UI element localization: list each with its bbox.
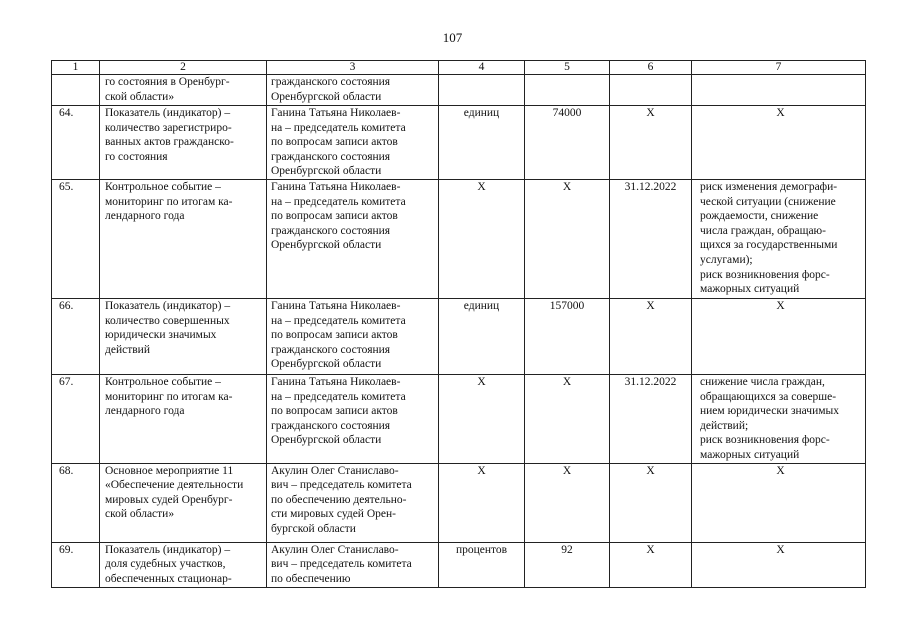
indicator-name-line: Показатель (индикатор) –	[105, 107, 231, 119]
unit-of-measure: X	[439, 179, 525, 298]
responsible-person-line: по вопросам записи актов	[271, 405, 398, 418]
indicator-name-line: обеспеченных стационар-	[105, 572, 232, 585]
risk-description-line: ческой ситуации (снижение	[700, 195, 836, 208]
table-row	[52, 374, 866, 463]
responsible-person	[267, 298, 439, 374]
deadline-date: X	[610, 463, 692, 542]
indicator-name-line: лендарного года	[105, 405, 185, 418]
target-value: X	[525, 463, 610, 542]
column-header: 3	[267, 61, 439, 75]
risk-description-line: X	[776, 543, 785, 556]
risk-description-line: услугами);	[700, 253, 753, 266]
risk-description	[692, 374, 866, 463]
responsible-person-line: Оренбургской области	[271, 239, 382, 252]
risk-description-line: мажорных ситуаций	[700, 448, 800, 461]
indicator-name-line: мониторинг по итогам ка-	[105, 390, 233, 403]
responsible-person-line: гражданского состояния	[271, 76, 391, 88]
risk-description-line: щихся за государственными	[700, 239, 838, 252]
responsible-person	[267, 374, 439, 463]
page-number: 107	[442, 30, 463, 45]
indicator-name-line: ской области»	[105, 90, 175, 103]
risk-description-line: X	[776, 464, 785, 477]
responsible-person-line: вич – председатель комитета	[271, 479, 412, 492]
risk-description-line: снижение числа граждан,	[700, 375, 825, 388]
target-value: 157000	[525, 298, 610, 374]
indicator-name-line: юридически значимых	[105, 329, 217, 342]
row-number: 67.	[52, 374, 100, 463]
column-header: 7	[692, 61, 866, 75]
responsible-person-line: Ганина Татьяна Николаев-	[271, 375, 401, 388]
risk-description	[692, 75, 866, 106]
table-row	[52, 542, 866, 587]
risk-description	[692, 542, 866, 587]
indicator-name-line: го состояния в Оренбург-	[105, 76, 230, 88]
responsible-person-line: по вопросам записи актов	[271, 329, 398, 342]
indicator-name-line: Контрольное событие –	[105, 180, 221, 193]
responsible-person-line: по вопросам записи актов	[271, 136, 398, 149]
target-value: X	[525, 374, 610, 463]
unit-of-measure: единиц	[439, 298, 525, 374]
target-value: X	[525, 179, 610, 298]
row-number: 64.	[52, 106, 100, 180]
row-number: 65.	[52, 179, 100, 298]
responsible-person-line: Ганина Татьяна Николаев-	[271, 299, 401, 312]
deadline-date: X	[610, 542, 692, 587]
responsible-person-line: сти мировых судей Орен-	[271, 508, 396, 521]
row-number: 69.	[52, 542, 100, 587]
indicator-name-line: мировых судей Оренбург-	[105, 493, 233, 506]
responsible-person-line: по обеспечению	[271, 572, 351, 585]
deadline-date: X	[610, 106, 692, 180]
target-value: 74000	[525, 106, 610, 180]
document-table	[51, 60, 866, 588]
risk-description	[692, 298, 866, 374]
responsible-person-line: на – председатель комитета	[271, 121, 406, 134]
deadline-date	[610, 75, 692, 106]
indicator-name-line: ванных актов гражданско-	[105, 136, 234, 149]
column-header: 4	[439, 61, 525, 75]
responsible-person-line: по вопросам записи актов	[271, 210, 398, 223]
risk-description-line: действий;	[700, 419, 749, 432]
responsible-person-line: Оренбургской области	[271, 434, 382, 447]
target-value: 92	[525, 542, 610, 587]
unit-of-measure	[439, 75, 525, 106]
column-header: 5	[525, 61, 610, 75]
risk-description-line: числа граждан, обращаю-	[700, 224, 826, 237]
responsible-person-line: бургской области	[271, 522, 356, 535]
indicator-name-line: лендарного года	[105, 210, 185, 223]
indicator-name	[100, 542, 267, 587]
responsible-person	[267, 542, 439, 587]
indicator-name-line: доля судебных участков,	[105, 558, 226, 571]
responsible-person-line: Ганина Татьяна Николаев-	[271, 180, 401, 193]
indicator-name	[100, 463, 267, 542]
responsible-person-line: вич – председатель комитета	[271, 558, 412, 571]
indicator-name-line: Показатель (индикатор) –	[105, 299, 231, 312]
row-number: 68.	[52, 463, 100, 542]
indicator-name-line: Основное мероприятие 11	[105, 464, 234, 477]
table-row	[52, 106, 866, 180]
table-row	[52, 179, 866, 298]
row-number	[52, 75, 100, 106]
responsible-person	[267, 75, 439, 106]
column-header: 1	[52, 61, 100, 75]
responsible-person-line: на – председатель комитета	[271, 195, 406, 208]
responsible-person	[267, 106, 439, 180]
column-header: 2	[100, 61, 267, 75]
responsible-person-line: гражданского состояния	[271, 419, 391, 432]
indicator-name-line: го состояния	[105, 150, 168, 163]
deadline-date: 31.12.2022	[610, 374, 692, 463]
risk-description-line: X	[776, 107, 785, 119]
responsible-person-line: Оренбургской области	[271, 90, 382, 103]
table-row	[52, 463, 866, 542]
deadline-date: X	[610, 298, 692, 374]
unit-of-measure: X	[439, 463, 525, 542]
responsible-person-line: Оренбургской области	[271, 165, 382, 178]
responsible-person	[267, 463, 439, 542]
table-row	[52, 75, 866, 106]
unit-of-measure: X	[439, 374, 525, 463]
responsible-person-line: на – председатель комитета	[271, 314, 406, 327]
risk-description-line: риск возникновения форс-	[700, 434, 830, 447]
indicator-name-line: количество зарегистриро-	[105, 121, 232, 134]
risk-description	[692, 463, 866, 542]
indicator-name-line: количество совершенных	[105, 314, 230, 327]
header-row	[52, 61, 866, 75]
table-row	[52, 298, 866, 374]
indicator-name-line: мониторинг по итогам ка-	[105, 195, 233, 208]
column-header: 6	[610, 61, 692, 75]
responsible-person-line: по обеспечению деятельно-	[271, 493, 407, 506]
unit-of-measure: процентов	[439, 542, 525, 587]
deadline-date: 31.12.2022	[610, 179, 692, 298]
responsible-person	[267, 179, 439, 298]
responsible-person-line: гражданского состояния	[271, 224, 391, 237]
indicator-name-line: Показатель (индикатор) –	[105, 543, 231, 556]
target-value	[525, 75, 610, 106]
indicator-name	[100, 374, 267, 463]
risk-description-line: обращающихся за соверше-	[700, 390, 837, 403]
responsible-person-line: на – председатель комитета	[271, 390, 406, 403]
risk-description	[692, 179, 866, 298]
indicator-name	[100, 106, 267, 180]
indicator-name-line: ской области»	[105, 508, 175, 521]
responsible-person-line: гражданского состояния	[271, 343, 391, 356]
indicator-name	[100, 75, 267, 106]
responsible-person-line: гражданского состояния	[271, 150, 391, 163]
indicator-name-line: Контрольное событие –	[105, 375, 221, 388]
indicator-name	[100, 298, 267, 374]
indicator-name	[100, 179, 267, 298]
responsible-person-line: Акулин Олег Станиславо-	[271, 543, 399, 556]
risk-description-line: X	[776, 299, 785, 312]
indicator-name-line: действий	[105, 343, 150, 356]
responsible-person-line: Акулин Олег Станиславо-	[271, 464, 399, 477]
risk-description-line: рождаемости, снижение	[700, 210, 819, 223]
risk-description-line: нием юридически значимых	[700, 405, 839, 418]
risk-description-line: риск изменения демографи-	[700, 180, 838, 193]
risk-description-line: мажорных ситуаций	[700, 283, 800, 296]
risk-description-line: риск возникновения форс-	[700, 268, 830, 281]
row-number: 66.	[52, 298, 100, 374]
unit-of-measure: единиц	[439, 106, 525, 180]
indicator-name-line: «Обеспечение деятельности	[105, 479, 244, 492]
responsible-person-line: Ганина Татьяна Николаев-	[271, 107, 401, 119]
responsible-person-line: Оренбургской области	[271, 358, 382, 371]
risk-description	[692, 106, 866, 180]
